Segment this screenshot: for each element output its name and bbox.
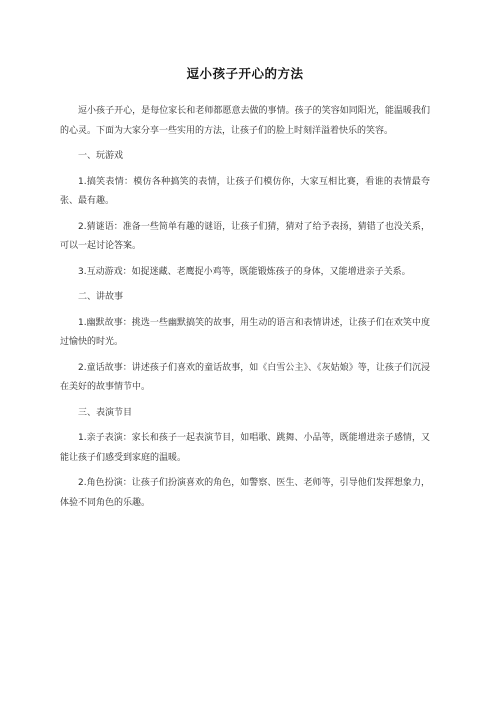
section-heading-games: 一、玩游戏 bbox=[78, 151, 124, 161]
list-item: 1.搞笑表情：模仿各种搞笑的表情，让孩子们模仿你，大家互相比赛，看谁的表情最夸张、最有趣。 bbox=[60, 176, 430, 206]
list-item: 3.互动游戏：如捉迷藏、老鹰捉小鸡等，既能锻炼孩子的身体，又能增进亲子关系。 bbox=[78, 266, 411, 277]
list-item: 2.猜谜语：准备一些简单有趣的谜语，让孩子们猜，猜对了给予表扬，猜错了也没关系，可以一起讨论答案。 bbox=[60, 221, 430, 251]
section-heading-performances: 三、表演节目 bbox=[78, 407, 133, 418]
list-item: 2.角色扮演：让孩子们扮演喜欢的角色，如警察、医生、老师等，引导他们发挥想象力，体验不同角色的乐趣。 bbox=[60, 478, 430, 508]
document-title: 逗小孩子开心的方法 bbox=[186, 66, 304, 81]
intro-paragraph: 逗小孩子开心，是每位家长和老师都愿意去做的事情。孩子的笑容如同阳光，能温暖我们的心灵。下面为大家分享一些实用的方法，让孩子们的脸上时刻洋溢着快乐的笑容。 bbox=[60, 106, 430, 136]
list-item: 2.童话故事：讲述孩子们喜欢的童话故事，如《白雪公主》、《灰姑娘》等，让孩子们沉浸在美好的故事情节中。 bbox=[60, 362, 430, 392]
section-heading-stories: 二、讲故事 bbox=[78, 292, 124, 302]
list-item: 1.幽默故事：挑选一些幽默搞笑的故事，用生动的语言和表情讲述，让孩子们在欢笑中度过愉快的时光。 bbox=[60, 317, 430, 347]
list-item: 1.亲子表演：家长和孩子一起表演节目，如唱歌、跳舞、小品等，既能增进亲子感情，又能让孩子们感受到家庭的温暖。 bbox=[60, 433, 430, 463]
